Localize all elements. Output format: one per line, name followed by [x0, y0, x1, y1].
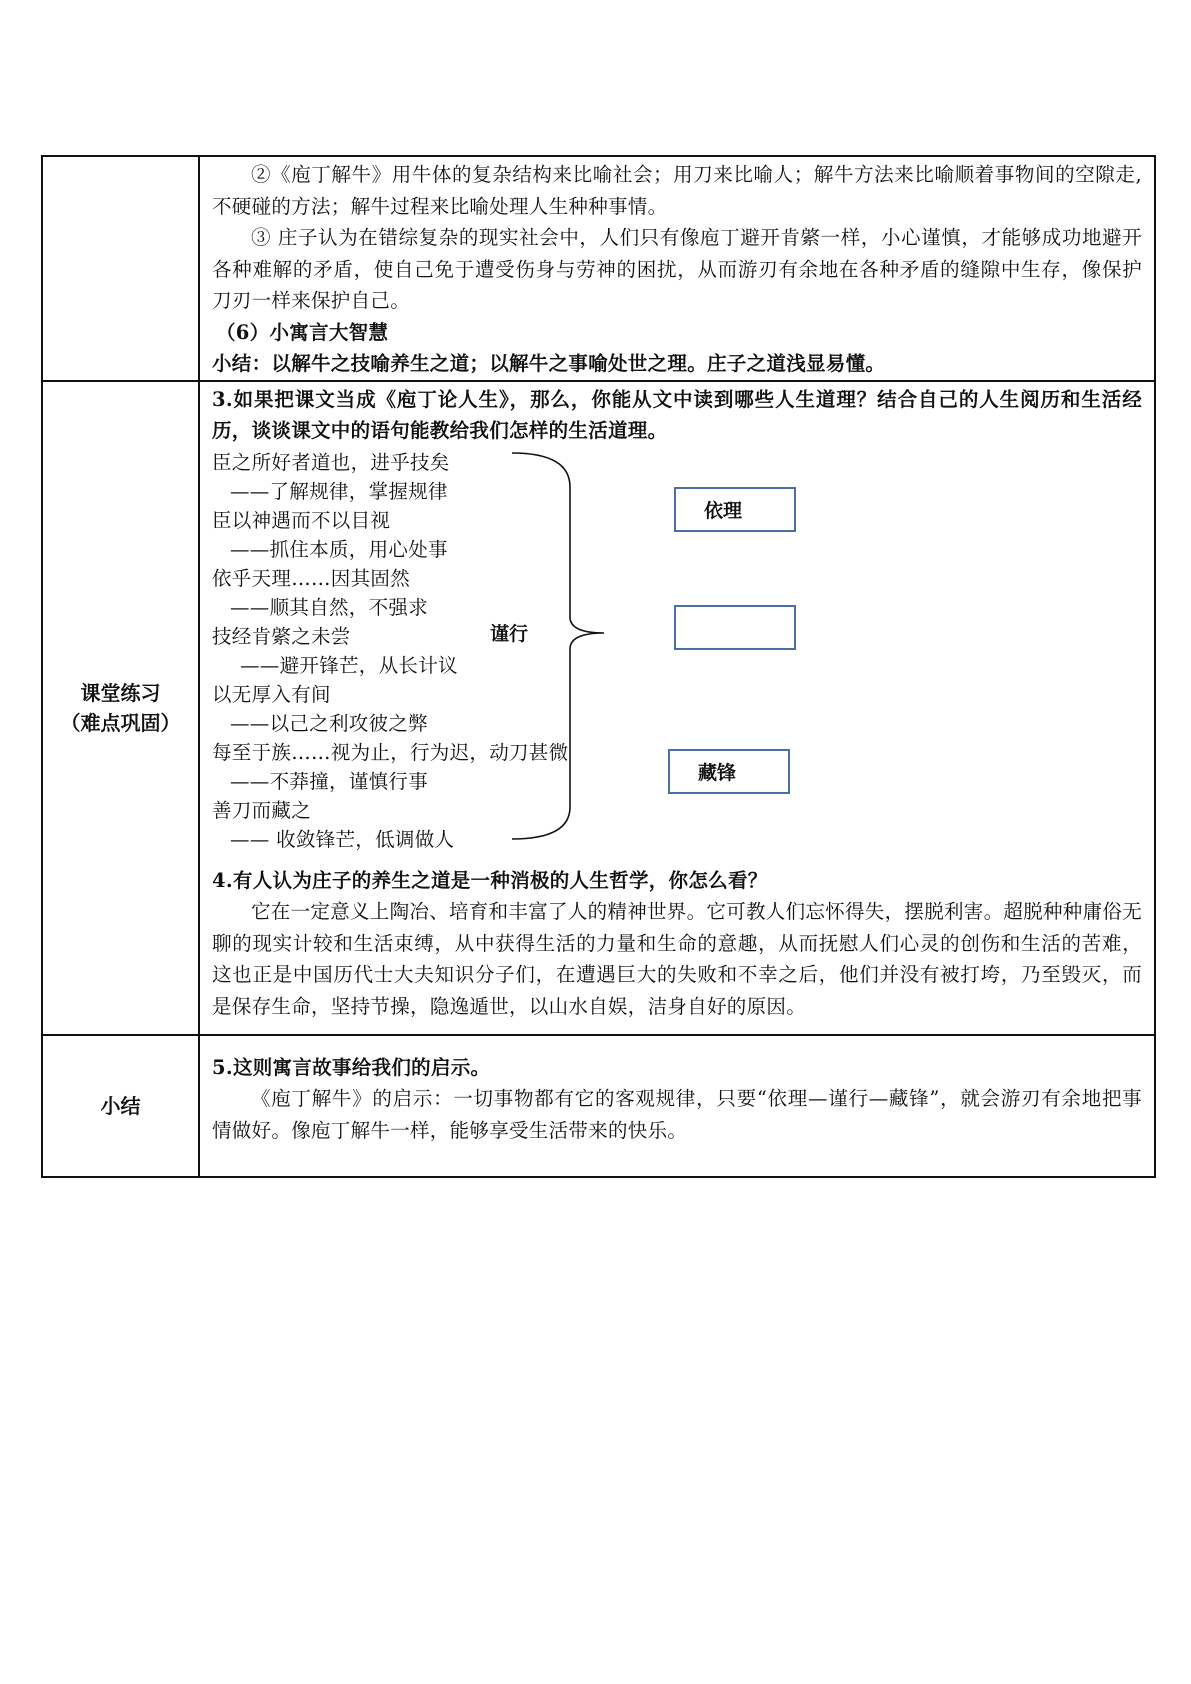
quote-explanation: ——了解规律，掌握规律: [230, 479, 448, 503]
paragraph: ②《庖丁解牛》用牛体的复杂结构来比喻社会；用刀来比喻人；解牛方法来比喻顺着事物间的空隙走,不硬碰的方法；解牛过程来比喻处理人生种种事情。: [212, 163, 1142, 218]
summary-line: 小结：以解牛之技喻养生之道；以解牛之事喻处世之理。庄子之道浅显易懂。: [212, 352, 886, 375]
question-5: 5.这则寓言故事给我们的启示。: [212, 1055, 491, 1079]
quote-line: 善刀而藏之: [212, 798, 312, 822]
lesson-table: [41, 155, 1156, 1178]
brace-label: 谨行: [490, 622, 529, 645]
quote-line: 臣之所好者道也，进乎技矣: [212, 450, 450, 474]
concept-box-2: [674, 605, 796, 650]
quote-explanation: ——以己之利攻彼之弊: [230, 711, 428, 735]
row-label-line: 课堂练习: [80, 680, 161, 705]
quote-line: 臣以神遇而不以目视: [212, 508, 391, 532]
quote-line: 依乎天理……因其固然: [212, 566, 410, 590]
row-label-empty: [42, 156, 199, 381]
row-label-line: （难点巩固）: [60, 710, 181, 735]
table-row: [42, 1035, 1155, 1177]
answer-4: 它在一定意义上陶冶、培育和丰富了人的精神世界。它可教人们忘怀得失，摆脱利害。超脱种种庸俗无聊的现实计较和生活束缚，从中获得生活的力量和生命的意趣，从而抚慰人们心灵的创伤和生活的苦难，这也正是中国历代士大夫知识分子们，在遭遇巨大的失败和不幸之后，他们并没有被打垮，乃至毁灭，而是保存生命，坚持节操，隐逸遁世，以山水自娱，洁身自好的原因。: [212, 900, 1143, 1018]
quote-line: 每至于族……视为止，行为迟，动刀甚微: [212, 740, 569, 764]
quote-explanation: —— 收敛锋芒，低调做人: [230, 827, 455, 851]
reasoning-diagram: [212, 447, 1142, 865]
row-label: [42, 381, 199, 1035]
table-row: [42, 381, 1155, 1035]
quote-explanation: ——不莽撞，谨慎行事: [230, 769, 428, 793]
concept-box-1: 依理: [674, 487, 796, 532]
quote-explanation: ——抓住本质，用心处事: [230, 537, 448, 561]
question-3: 3.如果把课文当成《庖丁论人生》，那么，你能从文中读到哪些人生道理？结合自己的人生阅历和生活经历，谈谈课文中的语句能教给我们怎样的生活道理。: [212, 387, 1142, 442]
concept-box-3: 藏锋: [668, 749, 790, 794]
row-content: [199, 1035, 1155, 1177]
paragraph: ③ 庄子认为在错综复杂的现实社会中，人们只有像庖丁避开肯綮一样，小心谨慎，才能够成功地避开各种难解的矛盾，使自己免于遭受伤身与劳神的困扰，从而游刃有余地在各种矛盾的缝隙中生存，像保护刀刃一样来保护自己。: [212, 226, 1142, 312]
row-content: [199, 381, 1155, 1035]
question-4: 4.有人认为庄子的养生之道是一种消极的人生哲学，你怎么看？: [212, 868, 768, 892]
quote-line: 以无厚入有间: [212, 682, 331, 706]
section-heading: （6）小寓言大智慧: [216, 320, 389, 344]
table-row: [42, 156, 1155, 381]
row-label: 小结: [42, 1035, 199, 1177]
row-content: [199, 156, 1155, 381]
quote-explanation: ——顺其自然，不强求: [230, 595, 428, 619]
quote-explanation: ——避开锋芒，从长计议: [240, 653, 458, 677]
answer-5: 《庖丁解牛》的启示：一切事物都有它的客观规律，只要“依理—谨行—藏锋”，就会游刃有余地把事情做好。像庖丁解牛一样，能够享受生活带来的快乐。: [212, 1087, 1142, 1142]
quote-line: 技经肯綮之未尝: [212, 624, 351, 648]
